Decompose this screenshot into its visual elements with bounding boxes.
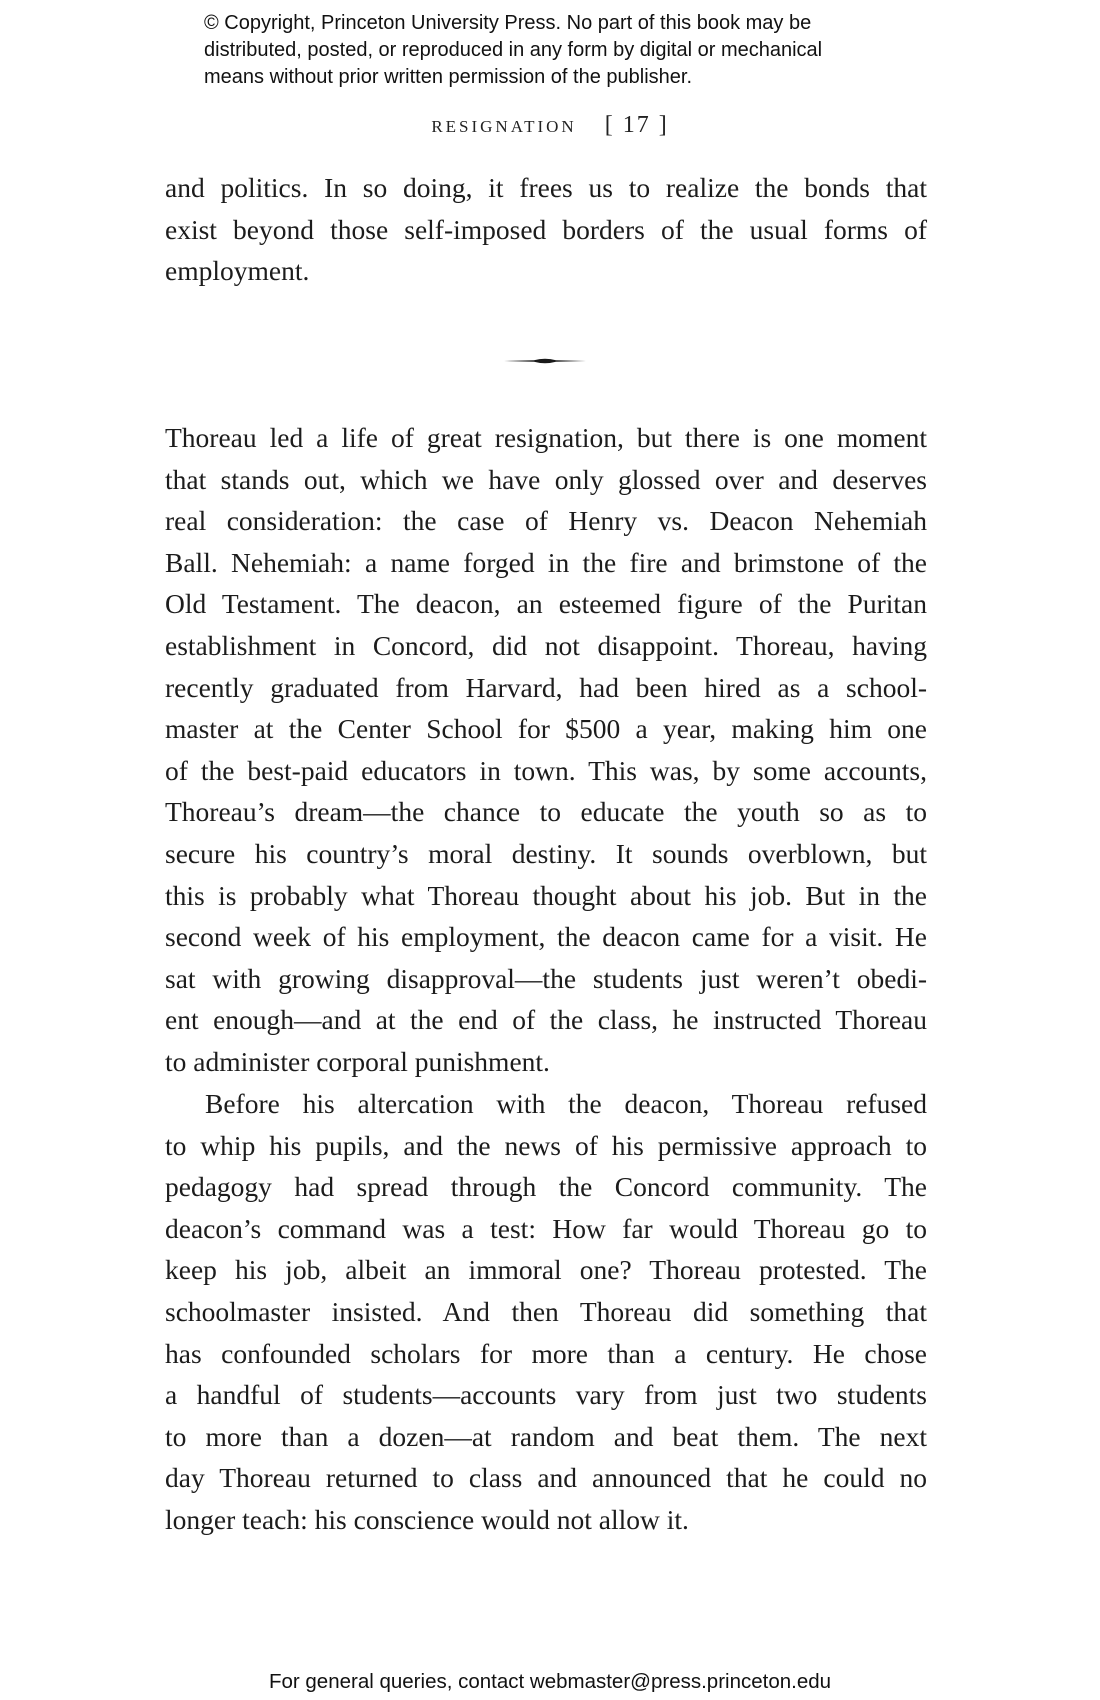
text-line: that stands out, which we have only glossed over and deserves (165, 463, 927, 495)
page-number: [ 17 ] (604, 112, 669, 138)
text-line: second week of his employment, the deacon came for a visit. He (165, 921, 927, 953)
text-line: to more than a dozen—at random and beat them. The next (165, 1420, 927, 1452)
section-break-ornament-icon (504, 354, 586, 368)
text-line: establishment in Concord, did not disappoint. Thoreau, having (165, 629, 927, 661)
text-line: has confounded scholars for more than a century. He chose (165, 1337, 927, 1369)
text-line: of the best-paid educators in town. This was, by some accounts, (165, 754, 927, 786)
text-line: to whip his pupils, and the news of his permissive approach to (165, 1129, 927, 1161)
copyright-notice (204, 10, 924, 91)
text-line: master at the Center School for $500 a year, making him one (165, 713, 927, 745)
copyright-line: © Copyright, Princeton University Press. No part of this book may be (204, 12, 812, 34)
text-line: deacon’s command was a test: How far would Thoreau go to (165, 1212, 927, 1244)
paragraph-altercation (165, 1083, 927, 1541)
footer-contact: For general queries, contact webmaster@press.princeton.edu (268, 1670, 832, 1693)
copyright-line: distributed, posted, or reproduced in any form by digital or mechanical (204, 39, 823, 61)
copyright-line: means without prior written permission of the publisher. (204, 66, 693, 88)
text-line: Old Testament. The deacon, an esteemed figure of the Puritan (165, 588, 927, 620)
text-line: Ball. Nehemiah: a name forged in the fire and brimstone of the (165, 546, 927, 578)
text-line: ent enough—and at the end of the class, he instructed Thoreau (165, 1004, 927, 1036)
running-head (0, 112, 1100, 139)
text-line: and politics. In so doing, it frees us to realize the bonds that (165, 172, 927, 203)
text-line: day Thoreau returned to class and announced that he could no (165, 1462, 927, 1494)
text-line: this is probably what Thoreau thought about his job. But in the (165, 879, 927, 911)
text-line: recently graduated from Harvard, had been hired as a school- (165, 671, 927, 703)
text-line: real consideration: the case of Henry vs. Deacon Nehemiah (165, 505, 927, 537)
text-line: sat with growing disapproval—the students just weren’t obedi- (165, 962, 927, 994)
running-head-title: RESIGNATION (431, 117, 577, 136)
continued-paragraph (165, 167, 927, 292)
text-line: keep his job, albeit an immoral one? Thoreau protested. The (165, 1254, 927, 1286)
text-line: Thoreau led a life of great resignation, but there is one moment (165, 422, 927, 453)
text-line: pedagogy had spread through the Concord community. The (165, 1171, 927, 1203)
text-line: Before his altercation with the deacon, Thoreau refused (205, 1088, 927, 1119)
text-line: Thoreau’s dream—the chance to educate the youth so as to (165, 796, 927, 828)
text-line: schoolmaster insisted. And then Thoreau did something that (165, 1295, 927, 1327)
text-line: employment. (165, 255, 310, 287)
paragraph-deacon-case (165, 417, 927, 1083)
text-line: secure his country’s moral destiny. It sounds overblown, but (165, 837, 927, 869)
text-line: exist beyond those self-imposed borders of the usual forms of (165, 213, 927, 245)
text-line: longer teach: his conscience would not allow it. (165, 1503, 689, 1535)
text-line: a handful of students—accounts vary from just two students (165, 1379, 927, 1411)
text-line: to administer corporal punishment. (165, 1045, 550, 1077)
